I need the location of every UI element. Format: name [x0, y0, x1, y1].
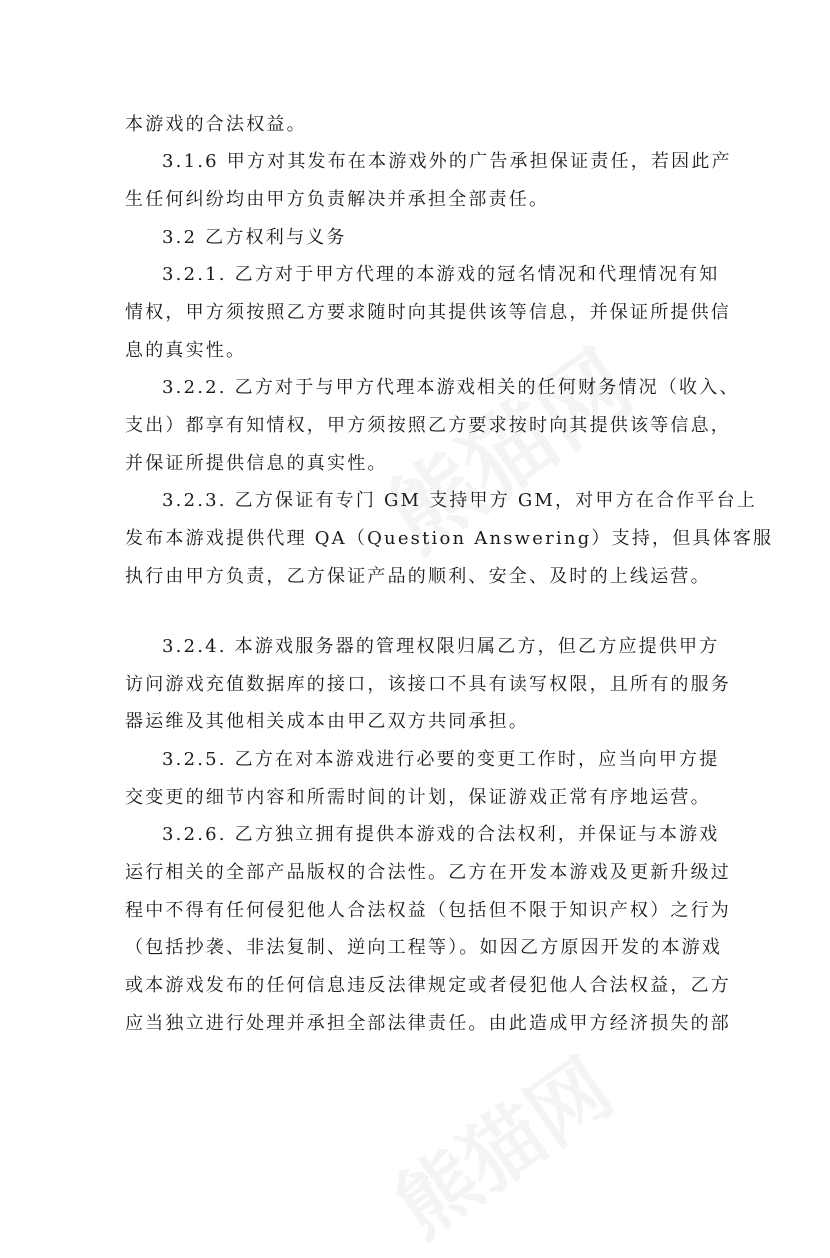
text-line: 息的真实性。: [125, 340, 247, 361]
text-line: 执行由甲方负责，乙方保证产品的顺利、安全、及时的上线运营。: [125, 566, 711, 587]
text-line: 3.2.4. 本游戏服务器的管理权限归属乙方，但乙方应提供甲方: [162, 636, 720, 657]
text-line: 访问游戏充值数据库的接口，该接口不具有读写权限，且所有的服务: [125, 674, 731, 695]
text-line: 3.2.6. 乙方独立拥有提供本游戏的合法权利，并保证与本游戏: [162, 824, 720, 845]
text-line: 支出）都享有知情权，甲方须按照乙方要求按时向其提供该等信息，: [125, 415, 731, 436]
text-line: 程中不得有任何侵犯他人合法权益（包括但不限于知识产权）之行为: [125, 900, 731, 921]
text-line: 3.2.5. 乙方在对本游戏进行必要的变更工作时，应当向甲方提: [162, 749, 720, 770]
text-line: 生任何纠纷均由甲方负责解决并承担全部责任。: [125, 189, 550, 210]
text-line: 3.2.1. 乙方对于甲方代理的本游戏的冠名情况和代理情况有知: [162, 264, 720, 285]
text-line: （包括抄袭、非法复制、逆向工程等）。如因乙方原因开发的本游戏: [125, 937, 722, 958]
watermark: [369, 1027, 632, 1258]
text-line: 3.1.6 甲方对其发布在本游戏外的广告承担保证责任，若因此产: [162, 151, 732, 172]
text-line: 本游戏的合法权益。: [125, 114, 307, 135]
text-line: 或本游戏发布的任何信息违反法律规定或者侵犯他人合法权益，乙方: [125, 975, 731, 996]
text-line: 发布本游戏提供代理 QA（Question Answering）支持，但具体客服: [125, 528, 774, 549]
text-line: 应当独立进行处理并承担全部法律责任。由此造成甲方经济损失的部: [125, 1013, 731, 1034]
text-line: 3.2.3. 乙方保证有专门 GM 支持甲方 GM，对甲方在合作平台上: [162, 490, 758, 511]
text-line: 器运维及其他相关成本由甲乙双方共同承担。: [125, 711, 529, 732]
text-line: 3.2.2. 乙方对于与甲方代理本游戏相关的任何财务情况（收入、: [162, 377, 740, 398]
text-line: 并保证所提供信息的真实性。: [125, 453, 388, 474]
section-heading: 3.2 乙方权利与义务: [162, 227, 347, 248]
text-line: 运行相关的全部产品版权的合法性。乙方在开发本游戏及更新升级过: [125, 862, 731, 883]
text-line: 交变更的细节内容和所需时间的计划，保证游戏正常有序地运营。: [125, 787, 711, 808]
text-line: 情权，甲方须按照乙方要求随时向其提供该等信息，并保证所提供信: [125, 302, 731, 323]
